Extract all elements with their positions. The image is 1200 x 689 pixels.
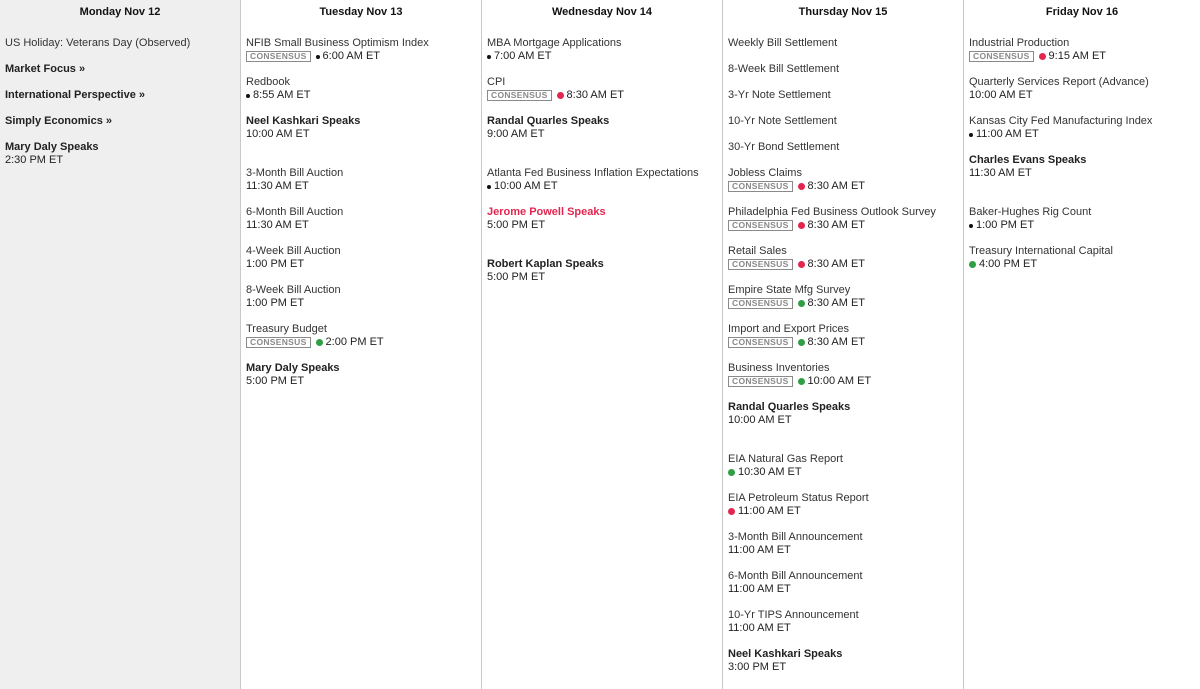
event-title[interactable]: 6-Month Bill Auction (246, 206, 344, 218)
event-item[interactable] (728, 492, 963, 518)
event-time-row (728, 336, 963, 349)
day-column-tuesday (241, 0, 482, 689)
event-time-row (969, 219, 1200, 232)
event-time-row (728, 661, 963, 674)
event-title[interactable]: Randal Quarles Speaks (487, 115, 610, 127)
event-title[interactable]: Charles Evans Speaks (969, 154, 1087, 166)
event-item[interactable] (728, 63, 963, 76)
event-time-row (728, 375, 963, 388)
event-time: 10:00 AM ET (246, 128, 310, 140)
event-time: 4:00 PM ET (979, 258, 1038, 270)
event-time: 8:30 AM ET (807, 219, 866, 231)
event-time: 10:30 AM ET (738, 466, 802, 478)
event-time: 1:00 PM ET (246, 297, 305, 309)
event-item[interactable] (5, 37, 240, 50)
event-time: 3:00 PM ET (728, 661, 787, 673)
event-title[interactable]: EIA Petroleum Status Report (728, 492, 869, 504)
event-time-row (487, 50, 722, 63)
event-item[interactable] (728, 89, 963, 102)
red-dot-icon (798, 261, 805, 268)
event-item[interactable] (487, 167, 722, 193)
black-dot-icon (969, 133, 973, 137)
event-item[interactable] (969, 245, 1200, 271)
event-time: 11:00 AM ET (728, 583, 791, 595)
event-time: 2:30 PM ET (5, 154, 64, 166)
event-item[interactable] (728, 323, 963, 349)
event-title[interactable]: Kansas City Fed Manufacturing Index (969, 115, 1153, 127)
consensus-badge[interactable]: CONSENSUS (246, 51, 311, 62)
black-dot-icon (487, 55, 491, 59)
event-time: 8:30 AM ET (807, 336, 866, 348)
event-title[interactable]: Randal Quarles Speaks (728, 401, 851, 413)
event-time: 11:30 AM ET (969, 167, 1032, 179)
event-item[interactable] (969, 115, 1200, 141)
consensus-badge[interactable]: CONSENSUS (728, 337, 793, 348)
event-list (723, 24, 963, 674)
event-title[interactable]: Philadelphia Fed Business Outlook Survey (728, 206, 936, 218)
event-item[interactable] (728, 284, 963, 310)
event-item[interactable] (728, 570, 963, 596)
event-item[interactable] (487, 206, 722, 232)
event-time-row (969, 128, 1200, 141)
green-dot-icon (798, 300, 805, 307)
event-time: 9:00 AM ET (487, 128, 545, 140)
red-dot-icon (798, 183, 805, 190)
event-time-row (969, 89, 1200, 102)
event-item[interactable] (246, 245, 481, 271)
event-item[interactable] (969, 37, 1200, 63)
event-time-row (487, 89, 722, 102)
event-title[interactable]: Atlanta Fed Business Inflation Expectations (487, 167, 699, 179)
event-time-row (246, 128, 481, 141)
event-title[interactable]: Baker-Hughes Rig Count (969, 206, 1092, 218)
event-item[interactable] (728, 37, 963, 50)
green-dot-icon (728, 469, 735, 476)
event-title[interactable]: Empire State Mfg Survey (728, 284, 851, 296)
event-title[interactable]: 3-Yr Note Settlement (728, 89, 831, 101)
event-time: 10:00 AM ET (728, 414, 792, 426)
event-title[interactable]: 8-Week Bill Auction (246, 284, 341, 296)
event-item[interactable] (487, 37, 722, 63)
event-time: 10:00 AM ET (494, 180, 558, 192)
event-time: 5:00 PM ET (487, 219, 546, 231)
event-time-row (487, 219, 722, 232)
spacer (969, 193, 1200, 206)
event-list (482, 24, 722, 284)
event-time-row (728, 258, 963, 271)
event-time-row (487, 180, 722, 193)
event-item[interactable] (728, 531, 963, 557)
event-time-row (969, 50, 1200, 63)
event-time-row (246, 219, 481, 232)
event-time: 11:00 AM ET (738, 505, 801, 517)
event-list (0, 24, 240, 167)
day-header: Thursday Nov 15 (798, 6, 888, 18)
day-column-thursday (723, 0, 964, 689)
event-item[interactable] (246, 362, 481, 388)
day-header: Wednesday Nov 14 (551, 6, 653, 18)
spacer (246, 154, 481, 167)
event-time-row (487, 128, 722, 141)
event-title[interactable]: Treasury International Capital (969, 245, 1113, 257)
day-column-friday (964, 0, 1200, 689)
event-time-row (728, 219, 963, 232)
green-dot-icon (798, 378, 805, 385)
event-time: 10:00 AM ET (807, 375, 872, 387)
event-item[interactable] (487, 76, 722, 102)
event-time-row (246, 258, 481, 271)
event-time-row (246, 50, 481, 63)
event-title[interactable]: Business Inventories (728, 362, 830, 374)
red-dot-icon (728, 508, 735, 515)
event-time-row (728, 544, 963, 557)
event-time: 1:00 PM ET (246, 258, 305, 270)
spacer (487, 154, 722, 167)
event-item[interactable] (969, 206, 1200, 232)
spacer (728, 440, 963, 453)
section-link[interactable]: Market Focus » (5, 63, 86, 75)
event-item[interactable] (487, 115, 722, 141)
event-title[interactable]: Redbook (246, 76, 291, 88)
event-time: 11:30 AM ET (246, 219, 309, 231)
event-title[interactable]: Weekly Bill Settlement (728, 37, 838, 49)
event-time-row (246, 375, 481, 388)
event-item[interactable] (5, 115, 240, 128)
event-time: 6:00 AM ET (322, 50, 381, 62)
red-dot-icon (557, 92, 564, 99)
event-time-row (728, 583, 963, 596)
event-list (964, 24, 1200, 271)
event-title[interactable]: Import and Export Prices (728, 323, 850, 335)
event-time: 8:30 AM ET (807, 258, 866, 270)
day-header: Friday Nov 16 (1045, 6, 1119, 18)
event-item[interactable] (728, 141, 963, 154)
event-item[interactable] (246, 115, 481, 141)
event-title[interactable]: US Holiday: Veterans Day (Observed) (5, 37, 191, 49)
event-title[interactable]: EIA Natural Gas Report (728, 453, 843, 465)
green-dot-icon (798, 339, 805, 346)
event-time: 1:00 PM ET (976, 219, 1035, 231)
black-dot-icon (487, 185, 491, 189)
event-time-row (728, 180, 963, 193)
consensus-badge[interactable]: CONSENSUS (487, 90, 552, 101)
day-header: Tuesday Nov 13 (319, 6, 403, 18)
event-time-row (969, 258, 1200, 271)
day-column-monday (0, 0, 241, 689)
event-time: 8:30 AM ET (807, 297, 866, 309)
event-item[interactable] (5, 63, 240, 76)
event-title[interactable]: 4-Week Bill Auction (246, 245, 341, 257)
event-item[interactable] (728, 167, 963, 193)
event-time: 8:30 AM ET (566, 89, 625, 101)
event-time-row (5, 154, 240, 167)
event-title[interactable]: 10-Yr TIPS Announcement (728, 609, 859, 621)
event-item[interactable] (246, 167, 481, 193)
event-item[interactable] (728, 245, 963, 271)
consensus-badge[interactable]: CONSENSUS (728, 259, 793, 270)
event-time: 8:55 AM ET (253, 89, 311, 101)
event-title[interactable]: 8-Week Bill Settlement (728, 63, 840, 75)
event-time: 5:00 PM ET (487, 271, 546, 283)
section-link[interactable]: Simply Economics » (5, 115, 112, 127)
event-title[interactable]: 30-Yr Bond Settlement (728, 141, 840, 153)
event-time-row (969, 167, 1200, 180)
event-title[interactable]: CPI (487, 76, 506, 88)
event-time: 5:00 PM ET (246, 375, 305, 387)
event-time: 11:00 AM ET (728, 544, 791, 556)
event-item[interactable] (5, 89, 240, 102)
event-title[interactable]: MBA Mortgage Applications (487, 37, 622, 49)
event-item[interactable] (246, 76, 481, 102)
event-time: 11:00 AM ET (976, 128, 1039, 140)
event-time-row (728, 466, 963, 479)
event-time-row (246, 180, 481, 193)
consensus-badge[interactable]: CONSENSUS (728, 220, 793, 231)
event-list (241, 24, 481, 388)
green-dot-icon (316, 339, 323, 346)
event-item[interactable] (728, 648, 963, 674)
event-item[interactable] (487, 258, 722, 284)
event-title[interactable]: Mary Daly Speaks (246, 362, 340, 374)
event-title[interactable]: Jerome Powell Speaks (487, 206, 606, 218)
event-item[interactable] (5, 141, 240, 167)
event-item[interactable] (246, 284, 481, 310)
event-time-row (728, 505, 963, 518)
event-title[interactable]: Industrial Production (969, 37, 1070, 49)
consensus-badge[interactable]: CONSENSUS (728, 181, 793, 192)
event-time: 2:00 PM ET (325, 336, 384, 348)
consensus-badge[interactable]: CONSENSUS (246, 337, 311, 348)
event-title[interactable]: 10-Yr Note Settlement (728, 115, 837, 127)
event-time-row (728, 622, 963, 635)
event-item[interactable] (969, 76, 1200, 102)
green-dot-icon (969, 261, 976, 268)
event-item[interactable] (728, 401, 963, 427)
spacer (487, 245, 722, 258)
event-title[interactable]: 3-Month Bill Announcement (728, 531, 863, 543)
consensus-badge[interactable]: CONSENSUS (728, 298, 793, 309)
event-title[interactable]: 3-Month Bill Auction (246, 167, 344, 179)
event-item[interactable] (728, 362, 963, 388)
black-dot-icon (246, 94, 250, 98)
event-item[interactable] (969, 154, 1200, 180)
black-dot-icon (969, 224, 973, 228)
event-item[interactable] (246, 323, 481, 349)
day-header: Monday Nov 12 (79, 6, 161, 18)
event-time: 11:00 AM ET (728, 622, 791, 634)
event-item[interactable] (246, 206, 481, 232)
black-dot-icon (316, 55, 320, 59)
event-title[interactable]: Jobless Claims (728, 167, 802, 179)
event-time: 8:30 AM ET (807, 180, 866, 192)
event-title[interactable]: Neel Kashkari Speaks (728, 648, 843, 660)
consensus-badge[interactable]: CONSENSUS (969, 51, 1034, 62)
event-time-row (728, 297, 963, 310)
event-time: 9:15 AM ET (1048, 50, 1107, 62)
event-title[interactable]: Retail Sales (728, 245, 787, 257)
event-time: 7:00 AM ET (494, 50, 552, 62)
event-item[interactable] (728, 609, 963, 635)
consensus-badge[interactable]: CONSENSUS (728, 376, 793, 387)
red-dot-icon (1039, 53, 1046, 60)
red-dot-icon (798, 222, 805, 229)
event-title[interactable]: NFIB Small Business Optimism Index (246, 37, 429, 49)
event-title[interactable]: 6-Month Bill Announcement (728, 570, 863, 582)
section-link[interactable]: International Perspective » (5, 89, 145, 101)
event-title[interactable]: Mary Daly Speaks (5, 141, 99, 153)
event-item[interactable] (728, 115, 963, 128)
event-time-row (728, 414, 963, 427)
event-time-row (246, 336, 481, 349)
event-time: 11:30 AM ET (246, 180, 309, 192)
event-item[interactable] (728, 453, 963, 479)
event-item[interactable] (728, 206, 963, 232)
event-time-row (246, 89, 481, 102)
day-column-wednesday (482, 0, 723, 689)
event-item[interactable] (246, 37, 481, 63)
event-title[interactable]: Treasury Budget (246, 323, 327, 335)
event-time-row (487, 271, 722, 284)
event-title[interactable]: Neel Kashkari Speaks (246, 115, 361, 127)
event-time-row (246, 297, 481, 310)
event-time: 10:00 AM ET (969, 89, 1033, 101)
event-title[interactable]: Robert Kaplan Speaks (487, 258, 604, 270)
event-title[interactable]: Quarterly Services Report (Advance) (969, 76, 1149, 88)
